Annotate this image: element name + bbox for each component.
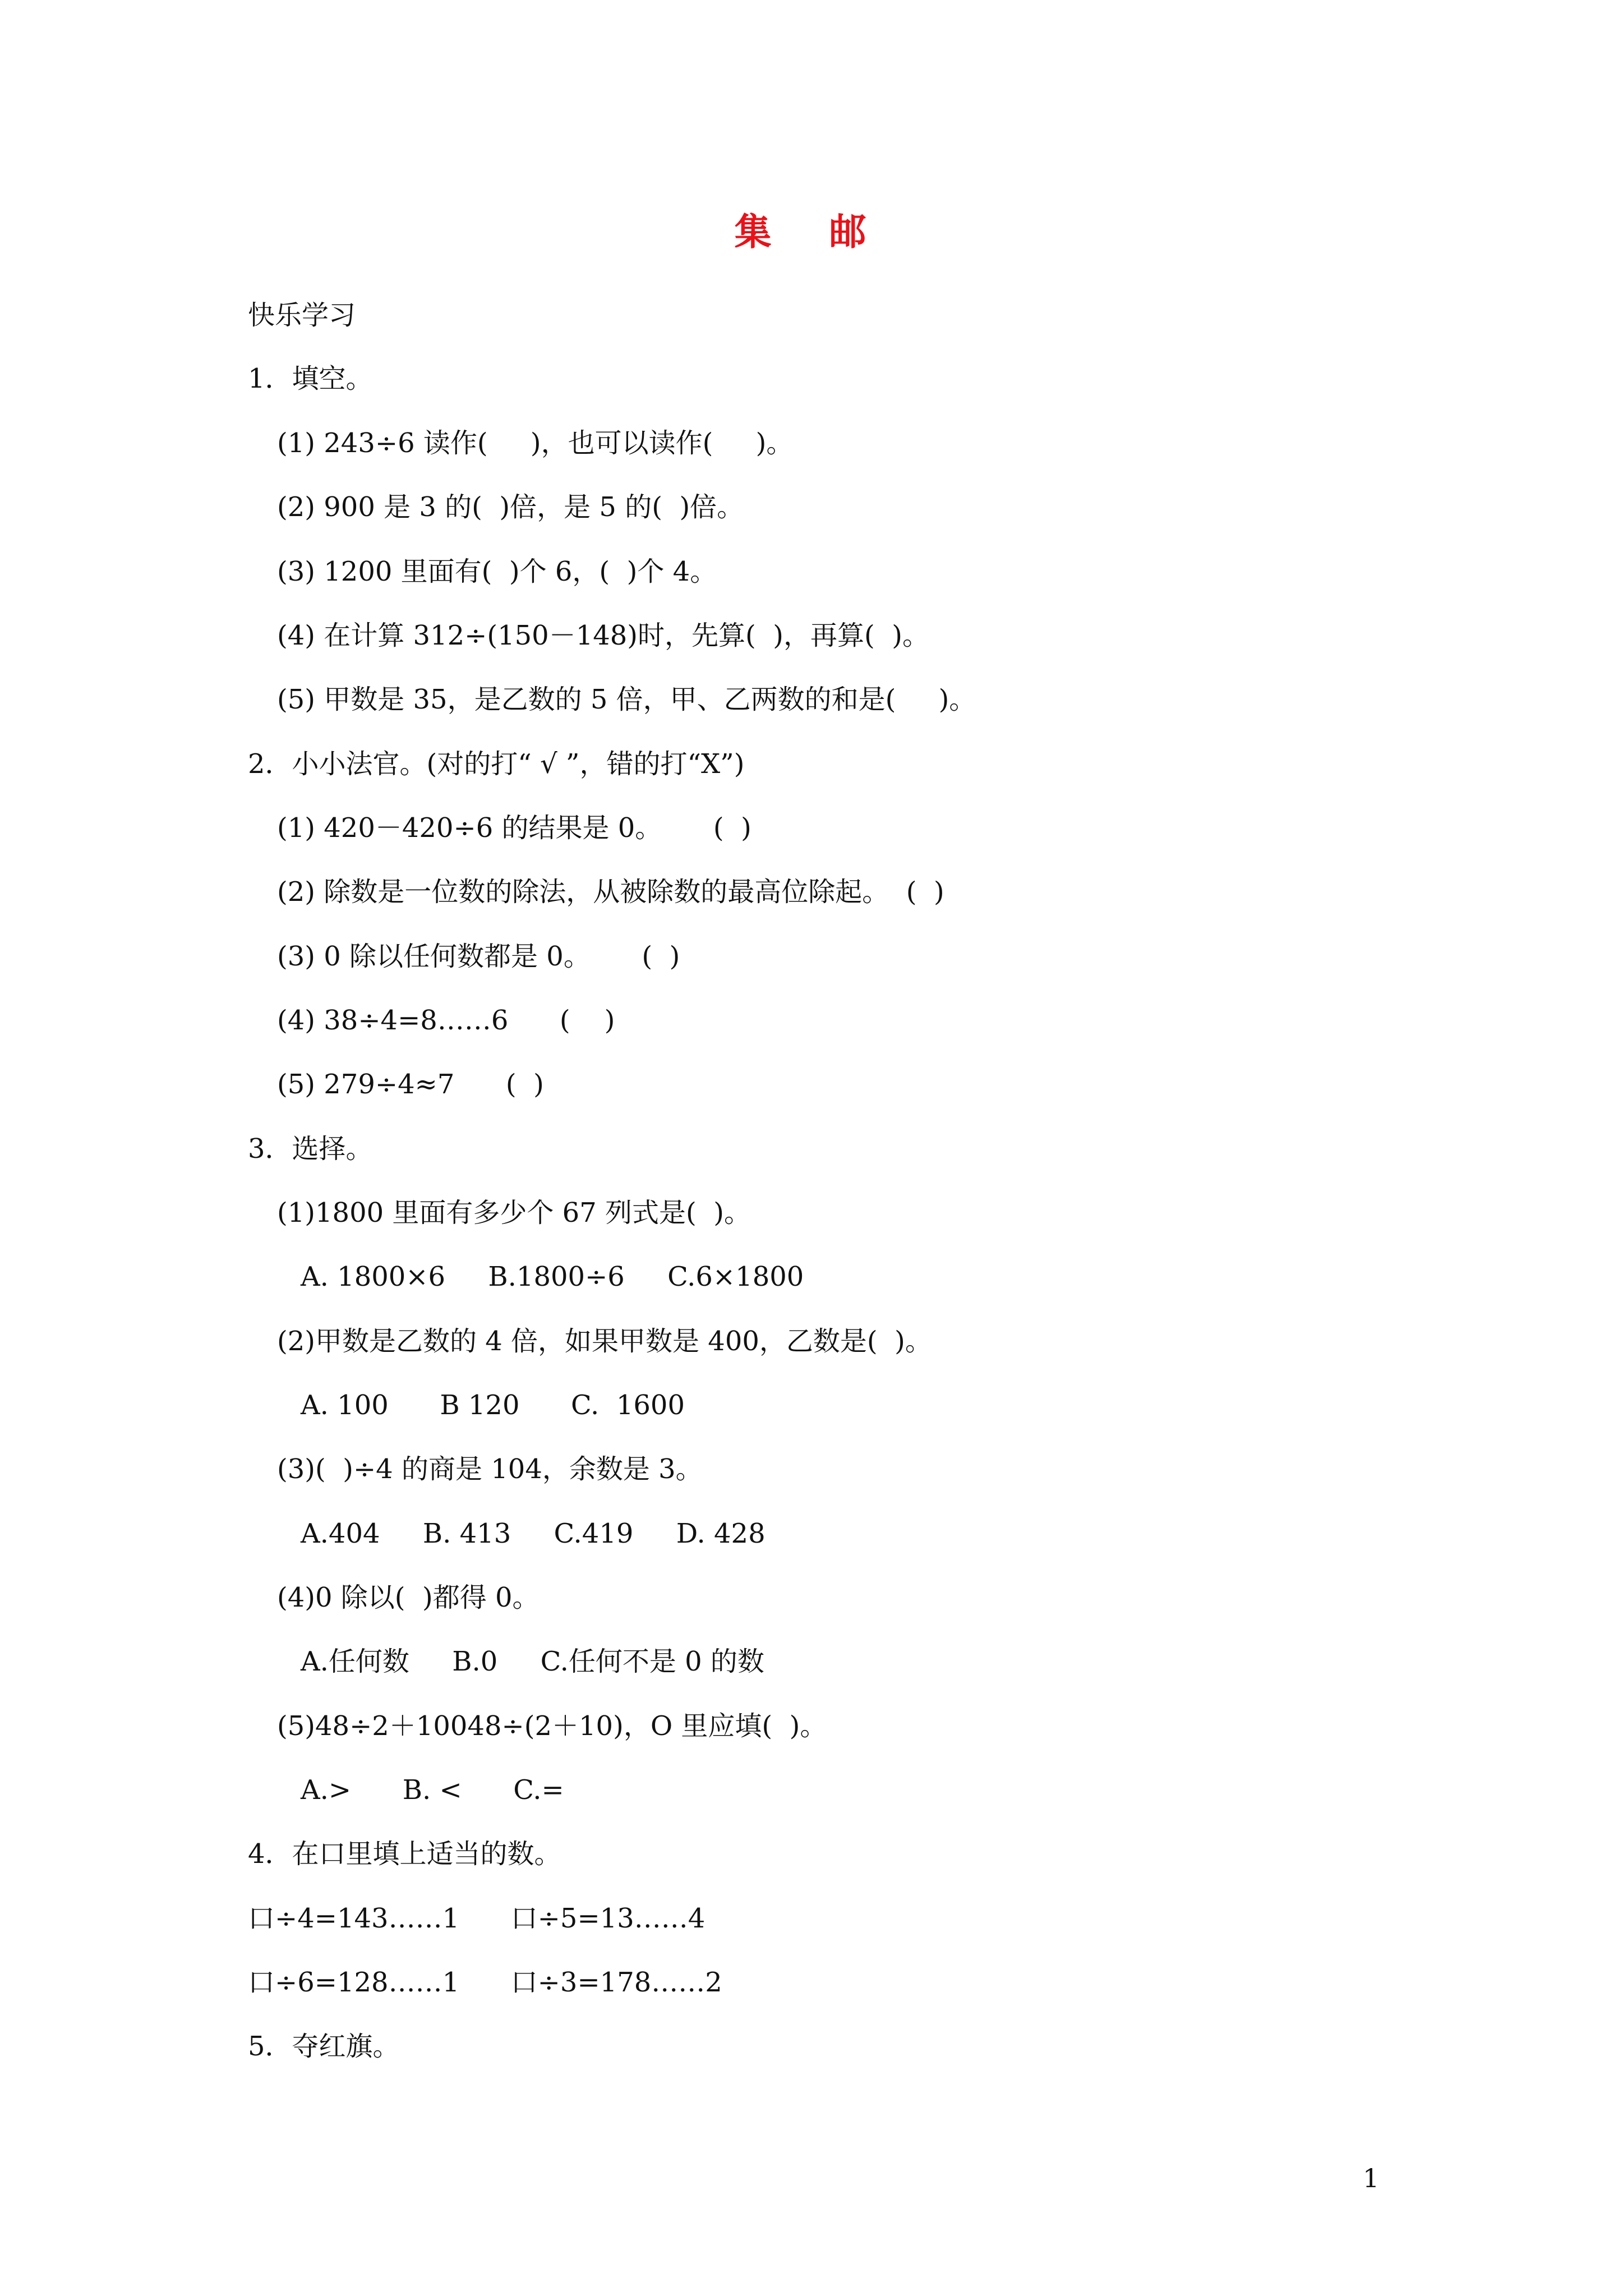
question-1-heading: 1．填空。 xyxy=(248,363,373,394)
question-2-item-1: (1) 420－420÷6 的结果是 0。 ( ) xyxy=(277,812,751,844)
question-4-heading: 4．在口里填上适当的数。 xyxy=(248,1838,561,1870)
question-2-item-4: (4) 38÷4=8……6 ( ) xyxy=(277,1005,615,1036)
question-1-item-3: (3) 1200 里面有( )个 6，( )个 4。 xyxy=(277,556,717,587)
question-3-item-1-options: A. 1800×6 B.1800÷6 C.6×1800 xyxy=(301,1261,804,1292)
question-3-item-3-options: A.404 B. 413 C.419 D. 428 xyxy=(301,1518,766,1549)
page-number: 1 xyxy=(1363,2163,1380,2193)
question-4-row-1: 口÷4=143……1 口÷5=13……4 xyxy=(248,1903,706,1934)
section-heading: 快乐学习 xyxy=(248,300,356,331)
question-3-item-4-options: A.任何数 B.0 C.任何不是 0 的数 xyxy=(301,1646,764,1677)
question-5-heading: 5．夺红旗。 xyxy=(248,2031,400,2062)
question-3-item-2-options: A. 100 B 120 C. 1600 xyxy=(301,1389,685,1421)
question-2-item-3: (3) 0 除以任何数都是 0。 ( ) xyxy=(277,941,680,972)
question-1-item-5: (5) 甲数是 35，是乙数的 5 倍，甲、乙两数的和是( )。 xyxy=(277,684,976,715)
question-3-item-5-options: A.> B. < C.= xyxy=(301,1774,564,1806)
question-2-item-2: (2) 除数是一位数的除法，从被除数的最高位除起。 ( ) xyxy=(277,876,944,908)
question-3-heading: 3．选择。 xyxy=(248,1133,373,1165)
question-1-item-1: (1) 243÷6 读作( )，也可以读作( )。 xyxy=(277,427,794,459)
question-3-item-4: (4)0 除以( )都得 0。 xyxy=(277,1582,540,1613)
question-3-item-1: (1)1800 里面有多少个 67 列式是( )。 xyxy=(277,1197,751,1228)
question-1-item-4: (4) 在计算 312÷(150－148)时，先算( )，再算( )。 xyxy=(277,620,929,651)
question-1-item-2: (2) 900 是 3 的( )倍，是 5 的( )倍。 xyxy=(277,491,744,523)
page-title: 集 邮 xyxy=(734,210,889,254)
question-2-heading: 2．小小法官。(对的打“ √ ”，错的打“X”) xyxy=(248,748,745,780)
question-4-row-2: 口÷6=128……1 口÷3=178……2 xyxy=(248,1967,722,1998)
question-3-item-3: (3)( )÷4 的商是 104，余数是 3。 xyxy=(277,1453,703,1485)
question-2-item-5: (5) 279÷4≈7 ( ) xyxy=(277,1069,544,1100)
question-3-item-2: (2)甲数是乙数的 4 倍，如果甲数是 400，乙数是( )。 xyxy=(277,1326,932,1357)
question-3-item-5: (5)48÷2＋10048÷(2＋10)，O 里应填( )。 xyxy=(277,1710,827,1742)
